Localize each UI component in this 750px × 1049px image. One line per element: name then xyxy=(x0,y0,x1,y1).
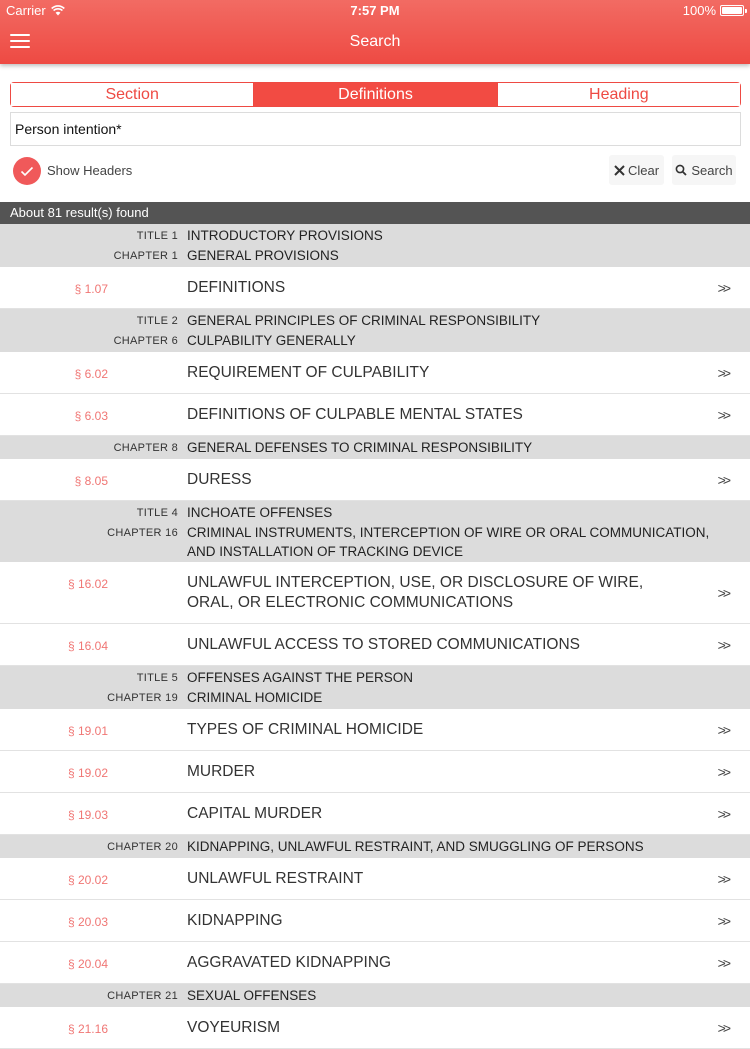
header-group xyxy=(0,984,750,1007)
header-group xyxy=(0,224,750,267)
chevron-right-icon[interactable]: >> xyxy=(717,805,728,822)
carrier-label: Carrier xyxy=(6,3,46,18)
section-title: TYPES OF CRIMINAL HOMICIDE xyxy=(187,720,424,738)
section-row[interactable] xyxy=(0,709,750,751)
show-headers-checkbox[interactable] xyxy=(13,157,41,185)
tab-heading[interactable]: Heading xyxy=(498,83,740,106)
section-number: § 6.02 xyxy=(74,367,108,381)
header-text: GENERAL PROVISIONS xyxy=(187,248,339,263)
section-row[interactable] xyxy=(0,394,750,436)
section-title: DEFINITIONS xyxy=(187,278,286,296)
header-text: CRIMINAL HOMICIDE xyxy=(187,690,323,705)
section-title: MURDER xyxy=(187,762,256,780)
section-title: DEFINITIONS OF CULPABLE MENTAL STATES xyxy=(187,405,523,423)
header-text: INCHOATE OFFENSES xyxy=(187,505,333,520)
header-text: SEXUAL OFFENSES xyxy=(187,988,317,1003)
section-title: AGGRAVATED KIDNAPPING xyxy=(187,953,392,971)
section-row[interactable] xyxy=(0,352,750,394)
section-title: REQUIREMENT OF CULPABILITY xyxy=(187,363,430,381)
header-label: TITLE 5 xyxy=(136,672,178,684)
tab-definitions[interactable]: Definitions xyxy=(254,83,497,106)
chevron-right-icon[interactable]: >> xyxy=(717,364,728,381)
section-title: CAPITAL MURDER xyxy=(187,804,323,822)
section-title: VOYEURISM xyxy=(187,1018,281,1036)
chevron-right-icon[interactable]: >> xyxy=(717,406,728,423)
section-number: § 20.04 xyxy=(67,957,108,971)
header-label: CHAPTER 1 xyxy=(113,250,178,262)
header-line xyxy=(0,503,750,523)
header-line xyxy=(0,438,750,458)
section-number: § 21.16 xyxy=(67,1022,108,1036)
header-label: TITLE 4 xyxy=(136,507,178,519)
chevron-right-icon[interactable]: >> xyxy=(717,912,728,929)
header-line xyxy=(0,311,750,331)
header-line xyxy=(0,837,750,857)
chevron-right-icon[interactable]: >> xyxy=(717,584,728,601)
header-text: INTRODUCTORY PROVISIONS xyxy=(187,228,383,243)
header-label: CHAPTER 16 xyxy=(107,527,178,539)
section-title: UNLAWFUL INTERCEPTION, USE, OR DISCLOSURE OF WIRE, ORAL, OR ELECTRONIC COMMUNICATIONS xyxy=(187,573,644,611)
header-group xyxy=(0,309,750,352)
header-line xyxy=(0,246,750,266)
battery-icon xyxy=(720,5,744,16)
section-row[interactable] xyxy=(0,562,750,624)
navigation-bar xyxy=(0,0,750,64)
header-line xyxy=(0,668,750,688)
section-row[interactable] xyxy=(0,942,750,984)
section-row[interactable] xyxy=(0,751,750,793)
header-line xyxy=(0,331,750,351)
section-row[interactable] xyxy=(0,900,750,942)
section-number: § 1.07 xyxy=(74,282,108,296)
search-icon xyxy=(675,164,687,176)
section-number: § 19.01 xyxy=(67,724,108,738)
header-label: CHAPTER 20 xyxy=(107,841,178,853)
chevron-right-icon[interactable]: >> xyxy=(717,954,728,971)
page-title: Search xyxy=(349,33,401,50)
header-line xyxy=(0,523,750,561)
section-number: § 6.03 xyxy=(74,409,108,423)
status-battery xyxy=(683,3,744,18)
checkmark-icon xyxy=(20,166,34,177)
section-row[interactable] xyxy=(0,459,750,501)
section-row[interactable] xyxy=(0,267,750,309)
section-title: KIDNAPPING xyxy=(187,911,283,929)
section-title: UNLAWFUL RESTRAINT xyxy=(187,869,364,887)
status-time: 7:57 PM xyxy=(350,3,400,18)
search-button[interactable] xyxy=(672,155,736,185)
header-label: CHAPTER 19 xyxy=(107,692,178,704)
header-label: TITLE 2 xyxy=(136,315,178,327)
header-text: GENERAL DEFENSES TO CRIMINAL RESPONSIBILITY xyxy=(187,440,533,455)
search-mode-tabs xyxy=(10,82,741,107)
section-number: § 20.03 xyxy=(67,915,108,929)
chevron-right-icon[interactable]: >> xyxy=(717,636,728,653)
header-text: KIDNAPPING, UNLAWFUL RESTRAINT, AND SMUGGLING OF PERSONS xyxy=(187,839,644,854)
header-group xyxy=(0,501,750,562)
section-row[interactable] xyxy=(0,858,750,900)
header-group xyxy=(0,835,750,858)
section-title: UNLAWFUL ACCESS TO STORED COMMUNICATIONS xyxy=(187,635,581,653)
chevron-right-icon[interactable]: >> xyxy=(717,721,728,738)
header-text: GENERAL PRINCIPLES OF CRIMINAL RESPONSIBILITY xyxy=(187,313,541,328)
header-line xyxy=(0,986,750,1006)
chevron-right-icon[interactable]: >> xyxy=(717,471,728,488)
header-text: CULPABILITY GENERALLY xyxy=(187,333,356,348)
show-headers-label: Show Headers xyxy=(47,163,133,178)
chevron-right-icon[interactable]: >> xyxy=(717,1019,728,1036)
header-label: CHAPTER 6 xyxy=(113,335,178,347)
section-number: § 19.02 xyxy=(67,766,108,780)
header-label: CHAPTER 21 xyxy=(107,990,178,1002)
header-text: CRIMINAL INSTRUMENTS, INTERCEPTION OF WIRE OR ORAL COMMUNICATION, AND INSTALLATION OF TRACKING DEVICE xyxy=(187,525,710,559)
search-input[interactable] xyxy=(10,112,741,146)
section-row[interactable] xyxy=(0,1007,750,1049)
results-count: About 81 result(s) found xyxy=(0,202,750,224)
section-number: § 19.03 xyxy=(67,808,108,822)
close-icon xyxy=(614,165,625,176)
section-number: § 20.02 xyxy=(67,873,108,887)
section-number: § 16.02 xyxy=(67,577,108,591)
header-line xyxy=(0,688,750,708)
results-list[interactable] xyxy=(0,224,750,1036)
header-label: TITLE 1 xyxy=(136,230,178,242)
chevron-right-icon[interactable]: >> xyxy=(717,279,728,296)
header-label: CHAPTER 8 xyxy=(113,442,178,454)
chevron-right-icon[interactable]: >> xyxy=(717,870,728,887)
chevron-right-icon[interactable]: >> xyxy=(717,763,728,780)
section-number: § 8.05 xyxy=(74,474,108,488)
clear-button[interactable] xyxy=(609,155,664,185)
battery-percent: 100% xyxy=(682,3,716,18)
header-group xyxy=(0,436,750,459)
tab-section[interactable]: Section xyxy=(11,83,254,106)
section-row[interactable] xyxy=(0,793,750,835)
header-text: OFFENSES AGAINST THE PERSON xyxy=(187,670,414,685)
section-title: DURESS xyxy=(187,470,252,488)
header-group xyxy=(0,666,750,709)
clear-label: Clear xyxy=(627,162,660,178)
search-label: Search xyxy=(691,162,733,178)
section-number: § 16.04 xyxy=(67,639,108,653)
header-line xyxy=(0,226,750,246)
section-row[interactable] xyxy=(0,624,750,666)
